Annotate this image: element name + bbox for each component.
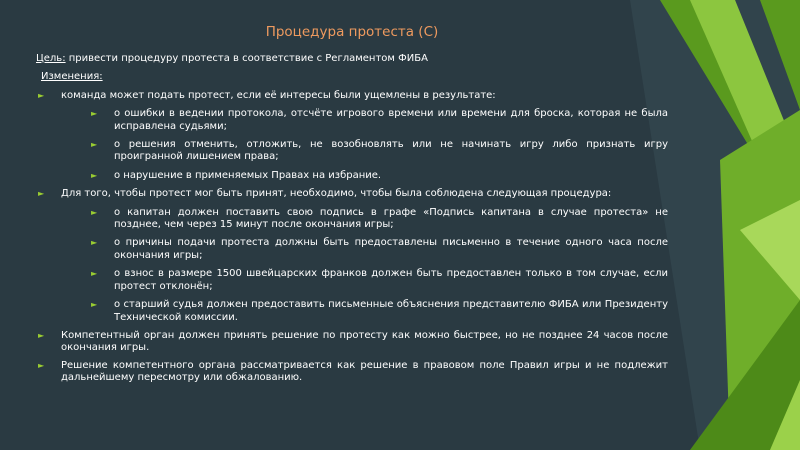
list-item-text: команда может подать протест, если её интересы были ущемлены в результате: — [61, 89, 496, 101]
arrow-bullet-icon: ► — [91, 170, 98, 180]
sub-list-item — [89, 108, 668, 133]
arrow-bullet-icon: ► — [91, 269, 98, 279]
list-item — [36, 360, 668, 385]
arrow-bullet-icon: ► — [91, 300, 98, 310]
sub-list-item — [89, 139, 668, 164]
arrow-bullet-icon: ► — [91, 140, 98, 150]
list-item-text: Решение компетентного органа рассматривается как решение в правовом поле Правил игры и не подлежит дальнейшему пересмотру или обжалованию. — [61, 359, 668, 384]
arrow-bullet-icon: ► — [91, 109, 98, 119]
sub-list — [61, 207, 668, 324]
arrow-bullet-icon: ► — [91, 207, 98, 217]
arrow-bullet-icon: ► — [38, 360, 45, 370]
sub-list-item-text: о капитан должен поставить свою подпись в графе «Подпись капитана в случае протеста» не позднее, чем через 15 минут после окончания игры; — [114, 206, 668, 231]
sub-list — [61, 108, 668, 182]
slide-title: Процедура протеста (С) — [265, 24, 439, 40]
sub-list-item — [89, 299, 668, 324]
sub-list-item — [89, 268, 668, 293]
sub-list-item — [89, 170, 668, 182]
list-item — [36, 330, 668, 355]
changes-label: Изменения: — [41, 71, 103, 83]
goal-line — [36, 53, 668, 65]
slide-content — [36, 24, 668, 390]
sub-list-item — [89, 237, 668, 262]
list-item-text: Для того, чтобы протест мог быть принят, необходимо, чтобы была соблюдена следующая процедура: — [61, 188, 612, 200]
arrow-bullet-icon: ► — [91, 238, 98, 248]
arrow-bullet-icon: ► — [38, 90, 45, 100]
sub-list-item-text: о старший судья должен предоставить письменные объяснения представителю ФИБА или Президенту Технической комиссии. — [114, 299, 668, 323]
list-item-text: Компетентный орган должен принять решение по протесту как можно быстрее, но не позднее 24 часов после окончания игры. — [61, 329, 668, 354]
sub-list-item-text: о ошибки в ведении протокола, отсчёте игрового времени или времени для броска, которая не была исправлена судьями; — [114, 108, 668, 132]
sub-list-item-text: о решения отменить, отложить, не возобновлять или не начинать игру либо признать игру проигранной лишением права; — [114, 139, 668, 163]
sub-list-item-text: о взнос в размере 1500 швейцарских франков должен быть предоставлен только в том случае, если протест отклонён; — [114, 268, 668, 292]
goal-text: привести процедуру протеста в соответствие с Регламентом ФИБА — [65, 53, 428, 64]
bullet-list — [36, 90, 668, 385]
arrow-bullet-icon: ► — [38, 189, 45, 199]
list-item — [36, 188, 668, 324]
goal-label: Цель: — [36, 53, 66, 64]
sub-list-item — [89, 207, 668, 232]
list-item — [36, 90, 668, 182]
arrow-bullet-icon: ► — [38, 330, 45, 340]
sub-list-item-text: о причины подачи протеста должны быть предоставлены письменно в течение одного часа после окончания игры; — [114, 237, 668, 261]
sub-list-item-text: о нарушение в применяемых Правах на избрание. — [114, 169, 382, 181]
